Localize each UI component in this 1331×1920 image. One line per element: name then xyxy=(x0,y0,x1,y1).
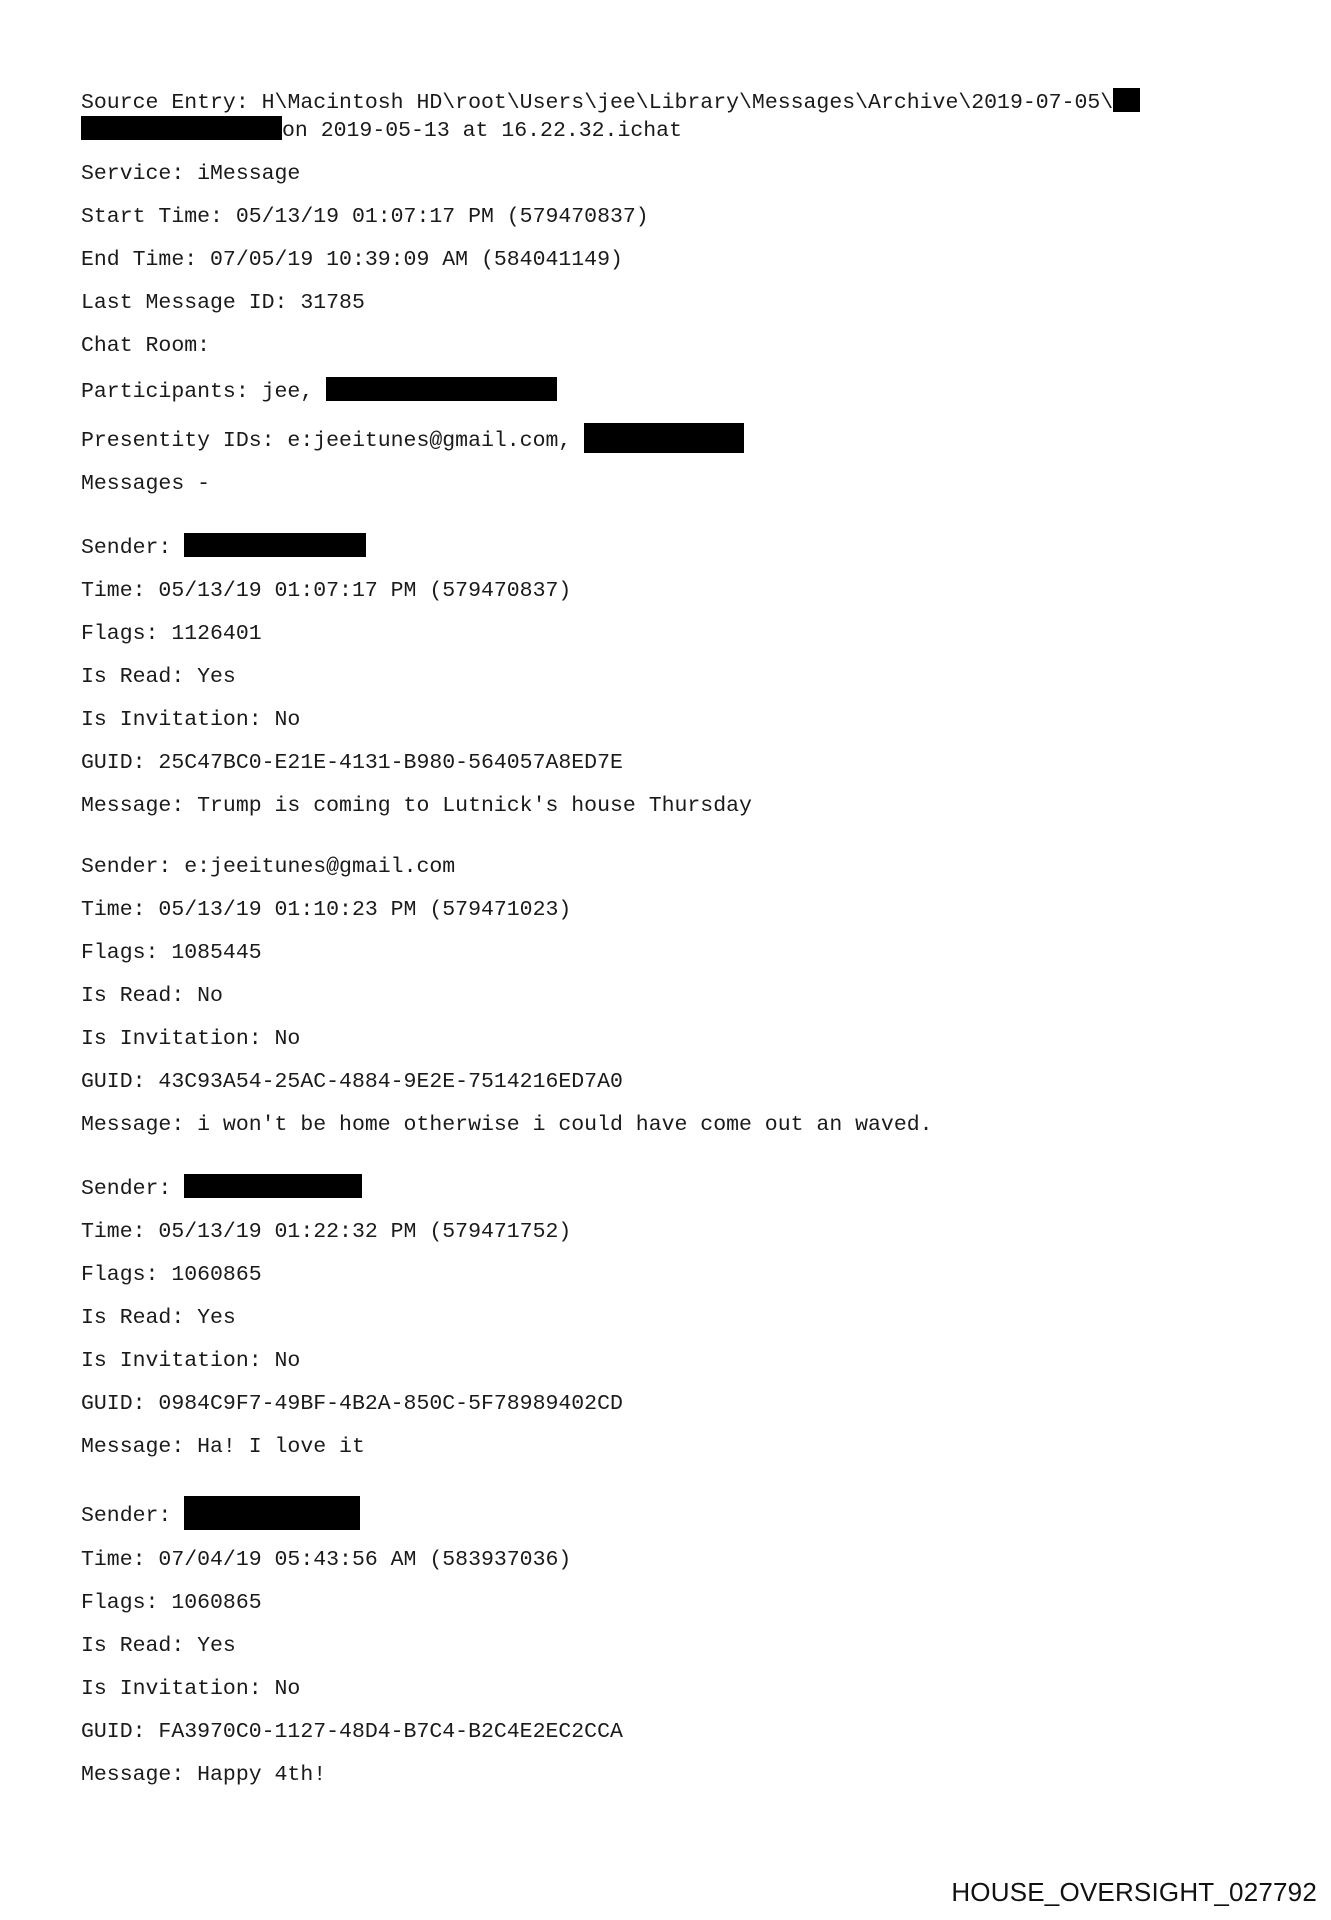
sender-label: Sender: xyxy=(81,855,172,879)
message-entry xyxy=(81,1174,1261,1460)
message-text-line: Message: Trump is coming to Lutnick's house Thursday xyxy=(81,794,752,818)
is-invitation-line: Is Invitation: No xyxy=(81,1677,301,1701)
flags-line: Flags: 1085445 xyxy=(81,941,262,965)
message-text-line: Message: Ha! I love it xyxy=(81,1435,365,1459)
guid-line: GUID: 43C93A54-25AC-4884-9E2E-7514216ED7A0 xyxy=(81,1070,623,1094)
last-message-id-line: Last Message ID: 31785 xyxy=(81,291,365,315)
source-entry-tail: on 2019-05-13 at 16.22.32.ichat xyxy=(282,119,682,143)
time-line: Time: 05/13/19 01:22:32 PM (579471752) xyxy=(81,1220,572,1244)
redaction-box xyxy=(184,1174,362,1198)
flags-line: Flags: 1126401 xyxy=(81,622,262,646)
message-text-line: Message: Happy 4th! xyxy=(81,1763,327,1787)
header-section xyxy=(81,88,1261,497)
sender-line xyxy=(81,1496,1261,1530)
document-body xyxy=(81,88,1261,1788)
sender-label: Sender: xyxy=(81,1504,172,1528)
source-entry-line xyxy=(81,88,1261,116)
sender-label: Sender: xyxy=(81,1177,172,1201)
participants-label: Participants: jee, xyxy=(81,380,314,404)
source-entry-continuation xyxy=(81,116,1261,144)
is-invitation-line: Is Invitation: No xyxy=(81,1027,301,1051)
redaction-box xyxy=(184,1496,360,1530)
source-entry-path: H\Macintosh HD\root\Users\jee\Library\Messages\Archive\2019-07-05\ xyxy=(261,91,1114,115)
time-line: Time: 07/04/19 05:43:56 AM (583937036) xyxy=(81,1548,572,1572)
redaction-box xyxy=(584,423,744,453)
bates-number: HOUSE_OVERSIGHT_027792 xyxy=(951,1877,1317,1907)
redaction-box xyxy=(81,116,282,140)
sender-label: Sender: xyxy=(81,536,172,560)
is-invitation-line: Is Invitation: No xyxy=(81,1349,301,1373)
service-line: Service: iMessage xyxy=(81,162,301,186)
is-read-line: Is Read: Yes xyxy=(81,665,236,689)
is-invitation-line: Is Invitation: No xyxy=(81,708,301,732)
chat-room-line: Chat Room: xyxy=(81,334,211,358)
participants-line xyxy=(81,377,1261,405)
start-time-line: Start Time: 05/13/19 01:07:17 PM (579470837) xyxy=(81,205,649,229)
presentity-ids-line xyxy=(81,423,1261,454)
guid-line: GUID: 0984C9F7-49BF-4B2A-850C-5F78989402CD xyxy=(81,1392,623,1416)
sender-line xyxy=(81,533,1261,561)
sender-line xyxy=(81,855,1261,880)
sender-value: e:jeeitunes@gmail.com xyxy=(184,855,456,879)
message-entry xyxy=(81,1496,1261,1788)
redaction-box xyxy=(1113,88,1140,112)
is-read-line: Is Read: Yes xyxy=(81,1306,236,1330)
guid-line: GUID: FA3970C0-1127-48D4-B7C4-B2C4E2EC2CCA xyxy=(81,1720,623,1744)
message-entry xyxy=(81,855,1261,1138)
time-line: Time: 05/13/19 01:07:17 PM (579470837) xyxy=(81,579,572,603)
messages-label: Messages - xyxy=(81,472,211,496)
flags-line: Flags: 1060865 xyxy=(81,1263,262,1287)
is-read-line: Is Read: Yes xyxy=(81,1634,236,1658)
is-read-line: Is Read: No xyxy=(81,984,223,1008)
presentity-ids-label: Presentity IDs: e:jeeitunes@gmail.com, xyxy=(81,429,572,453)
message-entry xyxy=(81,533,1261,819)
source-entry-label: Source Entry: xyxy=(81,91,249,115)
redaction-box xyxy=(184,533,366,557)
sender-line xyxy=(81,1174,1261,1202)
time-line: Time: 05/13/19 01:10:23 PM (579471023) xyxy=(81,898,572,922)
redaction-box xyxy=(326,377,557,401)
flags-line: Flags: 1060865 xyxy=(81,1591,262,1615)
guid-line: GUID: 25C47BC0-E21E-4131-B980-564057A8ED7E xyxy=(81,751,623,775)
message-text-line: Message: i won't be home otherwise i could have come out an waved. xyxy=(81,1113,933,1137)
end-time-line: End Time: 07/05/19 10:39:09 AM (584041149) xyxy=(81,248,623,272)
